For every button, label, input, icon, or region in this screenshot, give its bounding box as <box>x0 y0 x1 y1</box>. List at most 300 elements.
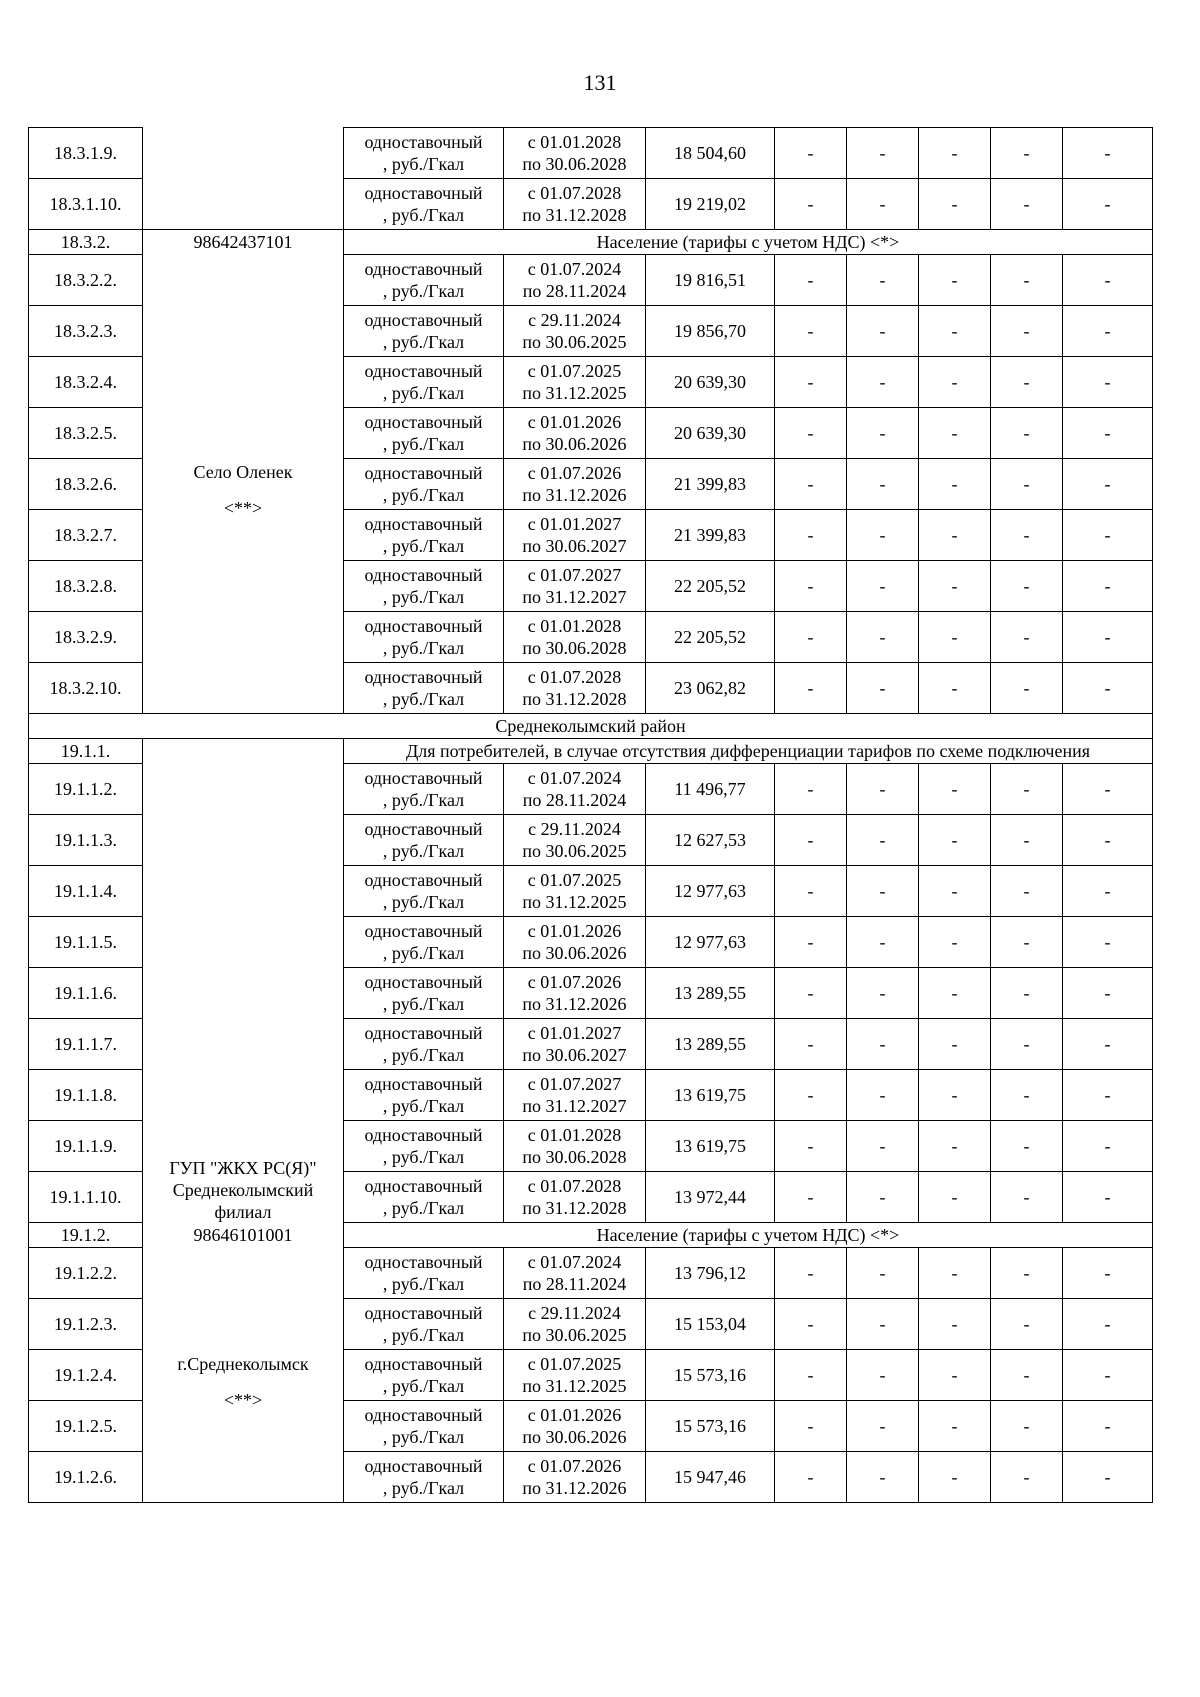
empty-value-dash: - <box>775 1248 847 1299</box>
empty-value-dash: - <box>991 866 1063 917</box>
period-from: с 01.07.2028 <box>527 1176 622 1196</box>
empty-value-dash: - <box>991 968 1063 1019</box>
table-row <box>29 1248 1153 1299</box>
rate-type-line2: , руб./Гкал <box>382 587 465 607</box>
rate-type-line1: одноставочный <box>364 616 483 636</box>
empty-value-dash: - <box>847 408 919 459</box>
empty-value-dash: - <box>1063 1172 1153 1223</box>
org-name-line1: ГУП "ЖКХ РС(Я)" <box>169 1157 317 1178</box>
period-to: по 31.12.2026 <box>522 994 627 1014</box>
tariff-value: 22 205,52 <box>646 561 775 612</box>
empty-value-dash: - <box>1063 561 1153 612</box>
empty-value-dash: - <box>847 459 919 510</box>
empty-value-dash: - <box>775 663 847 714</box>
period-to: по 30.06.2025 <box>522 1325 627 1345</box>
row-code: 18.3.1.9. <box>29 128 143 179</box>
period-to: по 30.06.2028 <box>522 154 627 174</box>
empty-value-dash: - <box>847 866 919 917</box>
tariff-value: 20 639,30 <box>646 357 775 408</box>
empty-value-dash: - <box>919 510 991 561</box>
tariff-value: 13 619,75 <box>646 1070 775 1121</box>
empty-value-dash: - <box>991 561 1063 612</box>
rate-type-line1: одноставочный <box>364 310 483 330</box>
rate-type-line2: , руб./Гкал <box>382 383 465 403</box>
empty-value-dash: - <box>919 866 991 917</box>
empty-value-dash: - <box>991 612 1063 663</box>
empty-value-dash: - <box>991 510 1063 561</box>
empty-value-dash: - <box>1063 663 1153 714</box>
rate-type-line1: одноставочный <box>364 667 483 687</box>
tariff-value: 15 573,16 <box>646 1401 775 1452</box>
period-cell <box>504 1299 646 1350</box>
row-code: 19.1.2.2. <box>29 1248 143 1299</box>
period-from: с 01.07.2025 <box>527 870 622 890</box>
empty-value-dash: - <box>991 1401 1063 1452</box>
empty-value-dash: - <box>919 1121 991 1172</box>
footnote-mark: <**> <box>223 1389 263 1410</box>
org-name-line3: филиал <box>214 1201 272 1222</box>
tariff-value: 21 399,83 <box>646 510 775 561</box>
empty-value-dash: - <box>847 612 919 663</box>
page-number: 131 <box>583 70 617 95</box>
period-to: по 30.06.2027 <box>522 536 627 556</box>
period-to: по 30.06.2026 <box>522 1427 627 1447</box>
period-to: по 30.06.2028 <box>522 1147 627 1167</box>
period-cell <box>504 1121 646 1172</box>
empty-value-dash: - <box>991 179 1063 230</box>
empty-value-dash: - <box>847 306 919 357</box>
empty-value-dash: - <box>775 1172 847 1223</box>
row-code: 19.1.2.3. <box>29 1299 143 1350</box>
empty-value-dash: - <box>919 1299 991 1350</box>
row-code: 18.3.2.9. <box>29 612 143 663</box>
period-cell <box>504 1452 646 1503</box>
period-to: по 28.11.2024 <box>522 281 627 301</box>
empty-value-dash: - <box>919 1070 991 1121</box>
rate-type-line2: , руб./Гкал <box>382 790 465 810</box>
rate-type-line2: , руб./Гкал <box>382 1198 465 1218</box>
row-code: 18.3.2.7. <box>29 510 143 561</box>
empty-value-dash: - <box>1063 968 1153 1019</box>
empty-value-dash: - <box>991 1452 1063 1503</box>
rate-type-line2: , руб./Гкал <box>382 892 465 912</box>
period-from: с 01.07.2027 <box>527 565 622 585</box>
empty-value-dash: - <box>919 128 991 179</box>
tariff-value: 15 153,04 <box>646 1299 775 1350</box>
period-cell <box>504 1019 646 1070</box>
tariff-value: 13 289,55 <box>646 968 775 1019</box>
empty-value-dash: - <box>919 1401 991 1452</box>
row-code: 18.3.2.10. <box>29 663 143 714</box>
period-from: с 29.11.2024 <box>528 310 621 330</box>
empty-value-dash: - <box>991 1121 1063 1172</box>
empty-value-dash: - <box>1063 1299 1153 1350</box>
empty-value-dash: - <box>991 1248 1063 1299</box>
period-from: с 29.11.2024 <box>528 1303 621 1323</box>
empty-value-dash: - <box>1063 1070 1153 1121</box>
period-to: по 31.12.2028 <box>522 1198 627 1218</box>
empty-value-dash: - <box>775 1121 847 1172</box>
tariff-value: 18 504,60 <box>646 128 775 179</box>
period-from: с 01.07.2025 <box>527 1354 622 1374</box>
period-to: по 30.06.2027 <box>522 1045 627 1065</box>
empty-value-dash: - <box>775 764 847 815</box>
period-cell <box>504 561 646 612</box>
rate-type-cell <box>344 306 504 357</box>
rate-type-line1: одноставочный <box>364 1303 483 1323</box>
empty-value-dash: - <box>847 179 919 230</box>
tariff-value: 20 639,30 <box>646 408 775 459</box>
row-code: 19.1.2.6. <box>29 1452 143 1503</box>
empty-value-dash: - <box>775 459 847 510</box>
tariff-value: 15 573,16 <box>646 1350 775 1401</box>
period-to: по 30.06.2026 <box>522 434 627 454</box>
empty-value-dash: - <box>775 1019 847 1070</box>
empty-value-dash: - <box>991 306 1063 357</box>
row-code: 18.3.2.5. <box>29 408 143 459</box>
rate-type-line2: , руб./Гкал <box>382 638 465 658</box>
tariff-value: 12 977,63 <box>646 917 775 968</box>
empty-value-dash: - <box>919 1019 991 1070</box>
rate-type-cell <box>344 1121 504 1172</box>
period-cell <box>504 1070 646 1121</box>
period-cell <box>504 1248 646 1299</box>
tariff-value: 15 947,46 <box>646 1452 775 1503</box>
period-to: по 30.06.2026 <box>522 943 627 963</box>
period-to: по 31.12.2026 <box>522 485 627 505</box>
period-cell <box>504 612 646 663</box>
org-cell-upper <box>143 739 344 1223</box>
rate-type-cell <box>344 459 504 510</box>
empty-value-dash: - <box>775 815 847 866</box>
tariff-value: 22 205,52 <box>646 612 775 663</box>
tariff-value: 19 856,70 <box>646 306 775 357</box>
rate-type-line2: , руб./Гкал <box>382 1376 465 1396</box>
empty-value-dash: - <box>1063 815 1153 866</box>
period-cell <box>504 917 646 968</box>
rate-type-line2: , руб./Гкал <box>382 1478 465 1498</box>
period-to: по 30.06.2028 <box>522 638 627 658</box>
period-from: с 01.07.2026 <box>527 972 622 992</box>
empty-value-dash: - <box>919 408 991 459</box>
empty-value-dash: - <box>1063 255 1153 306</box>
period-cell <box>504 1172 646 1223</box>
empty-value-dash: - <box>775 866 847 917</box>
group-code: 19.1.2. <box>29 1223 143 1248</box>
empty-value-dash: - <box>919 306 991 357</box>
group-label: Население (тарифы с учетом НДС) <*> <box>344 230 1153 255</box>
district-row <box>29 714 1153 739</box>
rate-type-line1: одноставочный <box>364 870 483 890</box>
rate-type-line2: , руб./Гкал <box>382 689 465 709</box>
rate-type-line2: , руб./Гкал <box>382 332 465 352</box>
rate-type-line2: , руб./Гкал <box>382 1274 465 1294</box>
empty-value-dash: - <box>847 1121 919 1172</box>
rate-type-line1: одноставочный <box>364 1023 483 1043</box>
period-cell <box>504 510 646 561</box>
rate-type-line1: одноставочный <box>364 1176 483 1196</box>
period-cell <box>504 179 646 230</box>
okato-code: 98642437101 <box>143 230 344 255</box>
empty-value-dash: - <box>919 459 991 510</box>
period-from: с 01.07.2026 <box>527 1456 622 1476</box>
group-header-row <box>29 739 1153 764</box>
period-cell <box>504 357 646 408</box>
empty-value-dash: - <box>847 968 919 1019</box>
row-code: 18.3.2.8. <box>29 561 143 612</box>
empty-value-dash: - <box>1063 917 1153 968</box>
empty-value-dash: - <box>1063 1121 1153 1172</box>
rate-type-line1: одноставочный <box>364 1456 483 1476</box>
period-cell <box>504 255 646 306</box>
tariff-value: 12 977,63 <box>646 866 775 917</box>
empty-value-dash: - <box>775 1401 847 1452</box>
rate-type-cell <box>344 1248 504 1299</box>
rate-type-line1: одноставочный <box>364 1252 483 1272</box>
rate-type-cell <box>344 866 504 917</box>
row-code: 19.1.2.5. <box>29 1401 143 1452</box>
rate-type-line2: , руб./Гкал <box>382 281 465 301</box>
rate-type-line2: , руб./Гкал <box>382 943 465 963</box>
empty-value-dash: - <box>775 1070 847 1121</box>
footnote-mark: <**> <box>223 497 263 518</box>
empty-value-dash: - <box>1063 866 1153 917</box>
period-to: по 31.12.2025 <box>522 1376 627 1396</box>
row-code: 19.1.2.4. <box>29 1350 143 1401</box>
rate-type-cell <box>344 917 504 968</box>
rate-type-line1: одноставочный <box>364 1405 483 1425</box>
rate-type-line2: , руб./Гкал <box>382 1045 465 1065</box>
tariff-value: 19 219,02 <box>646 179 775 230</box>
empty-value-dash: - <box>991 1070 1063 1121</box>
row-code: 18.3.2.4. <box>29 357 143 408</box>
empty-value-dash: - <box>847 1019 919 1070</box>
empty-value-dash: - <box>847 1401 919 1452</box>
period-from: с 01.01.2027 <box>527 514 622 534</box>
period-from: с 01.07.2027 <box>527 1074 622 1094</box>
rate-type-cell <box>344 968 504 1019</box>
empty-value-dash: - <box>991 128 1063 179</box>
rate-type-cell <box>344 357 504 408</box>
empty-value-dash: - <box>1063 1019 1153 1070</box>
empty-value-dash: - <box>775 1350 847 1401</box>
empty-value-dash: - <box>847 1172 919 1223</box>
group-header-row <box>29 230 1153 255</box>
empty-value-dash: - <box>847 917 919 968</box>
rate-type-line1: одноставочный <box>364 1074 483 1094</box>
rate-type-line1: одноставочный <box>364 412 483 432</box>
empty-value-dash: - <box>919 357 991 408</box>
rate-type-cell <box>344 128 504 179</box>
empty-value-dash: - <box>775 510 847 561</box>
rate-type-cell <box>344 1019 504 1070</box>
rate-type-cell <box>344 179 504 230</box>
empty-value-dash: - <box>847 1452 919 1503</box>
rate-type-line2: , руб./Гкал <box>382 841 465 861</box>
empty-value-dash: - <box>775 306 847 357</box>
empty-value-dash: - <box>847 128 919 179</box>
period-from: с 01.07.2028 <box>527 183 622 203</box>
rate-type-line2: , руб./Гкал <box>382 1147 465 1167</box>
rate-type-line1: одноставочный <box>364 463 483 483</box>
empty-value-dash: - <box>991 764 1063 815</box>
tariff-value: 21 399,83 <box>646 459 775 510</box>
group-label: Для потребителей, в случае отсутствия дифференциации тарифов по схеме подключения <box>344 739 1153 764</box>
empty-value-dash: - <box>847 255 919 306</box>
rate-type-cell <box>344 663 504 714</box>
rate-type-line2: , руб./Гкал <box>382 536 465 556</box>
empty-value-dash: - <box>991 1299 1063 1350</box>
empty-value-dash: - <box>991 459 1063 510</box>
period-to: по 28.11.2024 <box>522 1274 627 1294</box>
empty-value-dash: - <box>919 179 991 230</box>
tariff-value: 23 062,82 <box>646 663 775 714</box>
row-code: 19.1.1.10. <box>29 1172 143 1223</box>
row-code: 18.3.2.6. <box>29 459 143 510</box>
empty-value-dash: - <box>847 815 919 866</box>
row-code: 19.1.1.5. <box>29 917 143 968</box>
rate-type-cell <box>344 510 504 561</box>
period-to: по 31.12.2026 <box>522 1478 627 1498</box>
rate-type-line1: одноставочный <box>364 1354 483 1374</box>
rate-type-cell <box>344 255 504 306</box>
group-code: 18.3.2. <box>29 230 143 255</box>
spacer <box>145 1375 341 1389</box>
rate-type-line1: одноставочный <box>364 819 483 839</box>
period-cell <box>504 815 646 866</box>
empty-value-dash: - <box>775 179 847 230</box>
empty-value-dash: - <box>775 1452 847 1503</box>
empty-value-dash: - <box>1063 1452 1153 1503</box>
period-from: с 01.07.2024 <box>527 1252 622 1272</box>
tariff-table-body <box>29 128 1153 1503</box>
empty-value-dash: - <box>919 1452 991 1503</box>
rate-type-line2: , руб./Гкал <box>382 994 465 1014</box>
period-from: с 01.07.2025 <box>527 361 622 381</box>
rate-type-line2: , руб./Гкал <box>382 1096 465 1116</box>
empty-value-dash: - <box>847 1299 919 1350</box>
row-code: 18.3.2.2. <box>29 255 143 306</box>
period-to: по 30.06.2025 <box>522 841 627 861</box>
empty-value-dash: - <box>919 612 991 663</box>
period-cell <box>504 866 646 917</box>
rate-type-cell <box>344 815 504 866</box>
empty-value-dash: - <box>847 510 919 561</box>
period-from: с 01.07.2028 <box>527 667 622 687</box>
empty-value-dash: - <box>775 408 847 459</box>
empty-value-dash: - <box>1063 1248 1153 1299</box>
row-code: 19.1.1.3. <box>29 815 143 866</box>
rate-type-cell <box>344 408 504 459</box>
empty-value-dash: - <box>991 815 1063 866</box>
empty-value-dash: - <box>1063 357 1153 408</box>
rate-type-line1: одноставочный <box>364 361 483 381</box>
empty-value-dash: - <box>1063 128 1153 179</box>
empty-value-dash: - <box>991 408 1063 459</box>
row-code: 18.3.2.3. <box>29 306 143 357</box>
period-to: по 30.06.2025 <box>522 332 627 352</box>
rate-type-line2: , руб./Гкал <box>382 154 465 174</box>
rate-type-cell <box>344 1299 504 1350</box>
period-from: с 01.01.2026 <box>527 921 622 941</box>
empty-value-dash: - <box>991 1172 1063 1223</box>
empty-value-dash: - <box>991 917 1063 968</box>
period-cell <box>504 306 646 357</box>
period-cell <box>504 459 646 510</box>
period-cell <box>504 968 646 1019</box>
empty-value-dash: - <box>775 917 847 968</box>
rate-type-cell <box>344 561 504 612</box>
rate-type-line2: , руб./Гкал <box>382 1427 465 1447</box>
rate-type-line1: одноставочный <box>364 972 483 992</box>
rate-type-cell <box>344 1070 504 1121</box>
empty-value-dash: - <box>1063 179 1153 230</box>
tariff-value: 13 972,44 <box>646 1172 775 1223</box>
period-to: по 31.12.2027 <box>522 587 627 607</box>
period-from: с 01.01.2028 <box>527 1125 622 1145</box>
empty-value-dash: - <box>775 357 847 408</box>
empty-value-dash: - <box>919 815 991 866</box>
period-from: с 01.07.2024 <box>527 259 622 279</box>
empty-value-dash: - <box>847 561 919 612</box>
rate-type-line1: одноставочный <box>364 259 483 279</box>
period-from: с 01.01.2028 <box>527 132 622 152</box>
empty-value-dash: - <box>919 1172 991 1223</box>
rate-type-line1: одноставочный <box>364 132 483 152</box>
rate-type-cell <box>344 1452 504 1503</box>
period-cell <box>504 128 646 179</box>
okato-code: 98646101001 <box>143 1223 344 1248</box>
empty-value-dash: - <box>919 663 991 714</box>
empty-value-dash: - <box>775 1299 847 1350</box>
period-to: по 31.12.2028 <box>522 205 627 225</box>
tariff-value: 19 816,51 <box>646 255 775 306</box>
row-code: 19.1.1.9. <box>29 1121 143 1172</box>
empty-value-dash: - <box>775 561 847 612</box>
tariff-value: 12 627,53 <box>646 815 775 866</box>
org-cell-continued <box>143 128 344 230</box>
group-code: 19.1.1. <box>29 739 143 764</box>
tariff-value: 11 496,77 <box>646 764 775 815</box>
empty-value-dash: - <box>847 1350 919 1401</box>
period-to: по 31.12.2025 <box>522 892 627 912</box>
period-cell <box>504 408 646 459</box>
row-code: 19.1.1.7. <box>29 1019 143 1070</box>
empty-value-dash: - <box>775 612 847 663</box>
empty-value-dash: - <box>1063 510 1153 561</box>
period-from: с 01.01.2026 <box>527 1405 622 1425</box>
empty-value-dash: - <box>991 255 1063 306</box>
empty-value-dash: - <box>775 128 847 179</box>
rate-type-line2: , руб./Гкал <box>382 485 465 505</box>
period-from: с 01.07.2026 <box>527 463 622 483</box>
settlement-cell <box>143 1248 344 1503</box>
settlement-cell <box>143 255 344 714</box>
period-to: по 31.12.2028 <box>522 689 627 709</box>
empty-value-dash: - <box>847 357 919 408</box>
empty-value-dash: - <box>991 1350 1063 1401</box>
district-title: Среднеколымский район <box>29 714 1153 739</box>
empty-value-dash: - <box>847 663 919 714</box>
period-cell <box>504 1401 646 1452</box>
tariff-value: 13 619,75 <box>646 1121 775 1172</box>
row-code: 19.1.1.6. <box>29 968 143 1019</box>
empty-value-dash: - <box>1063 764 1153 815</box>
empty-value-dash: - <box>919 561 991 612</box>
rate-type-line2: , руб./Гкал <box>382 205 465 225</box>
row-code: 18.3.1.10. <box>29 179 143 230</box>
rate-type-line1: одноставочный <box>364 768 483 788</box>
